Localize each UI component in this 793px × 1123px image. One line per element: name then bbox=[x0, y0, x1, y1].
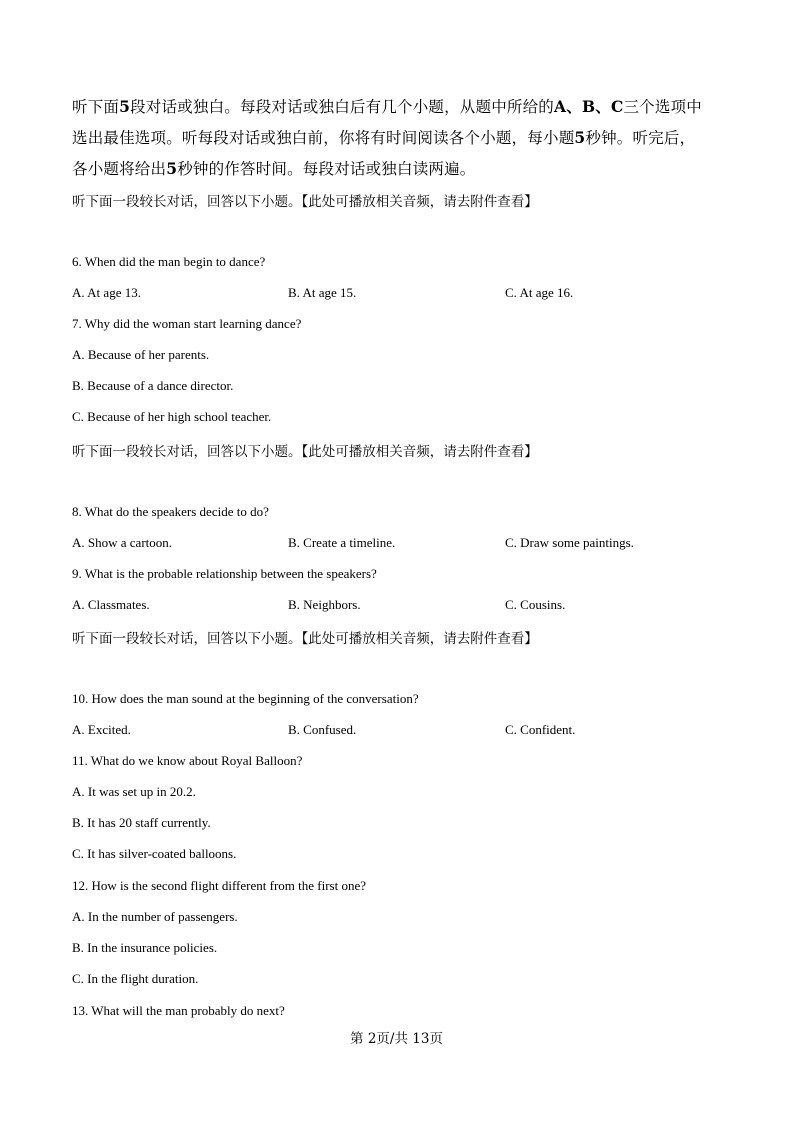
question-10-option-a: A. Excited. bbox=[72, 722, 131, 737]
question-11-option-c: C. It has silver-coated balloons. bbox=[72, 846, 237, 861]
question-7-option-b: B. Because of a dance director. bbox=[72, 378, 234, 393]
section-instruction: 听下面一段较长对话，回答以下小题。【此处可播放相关音频，请去附件查看】 bbox=[72, 444, 538, 460]
instructions-line-2: 选出最佳选项。听每段对话或独白前，你将有时间阅读各个小题，每小题5秒钟。听完后， bbox=[72, 128, 696, 147]
question-8-option-c: C. Draw some paintings. bbox=[505, 535, 634, 550]
question-6-option-b: B. At age 15. bbox=[288, 285, 357, 300]
question-8-stem: 8. What do the speakers decide to do? bbox=[72, 504, 269, 519]
question-7-stem: 7. Why did the woman start learning dance? bbox=[72, 316, 302, 331]
question-9-option-c: C. Cousins. bbox=[505, 597, 566, 612]
instructions-line-3: 各小题将给出5秒钟的作答时间。每段对话或独白读两遍。 bbox=[72, 159, 476, 178]
question-12-option-a: A. In the number of passengers. bbox=[72, 909, 238, 924]
question-12-option-c: C. In the flight duration. bbox=[72, 971, 199, 986]
question-11-option-a: A. It was set up in 20.2. bbox=[72, 784, 196, 799]
question-8-option-a: A. Show a cartoon. bbox=[72, 535, 173, 550]
question-10-stem: 10. How does the man sound at the beginning of the conversation? bbox=[72, 691, 419, 706]
question-11-option-b: B. It has 20 staff currently. bbox=[72, 815, 211, 830]
question-11-stem: 11. What do we know about Royal Balloon? bbox=[72, 753, 303, 768]
question-9-option-a: A. Classmates. bbox=[72, 597, 150, 612]
question-7-option-a: A. Because of her parents. bbox=[72, 347, 210, 362]
question-12-option-b: B. In the insurance policies. bbox=[72, 940, 218, 955]
question-6-option-a: A. At age 13. bbox=[72, 285, 141, 300]
question-12-stem: 12. How is the second flight different from the first one? bbox=[72, 878, 366, 893]
question-6-stem: 6. When did the man begin to dance? bbox=[72, 254, 266, 269]
question-13-stem: 13. What will the man probably do next? bbox=[72, 1003, 285, 1018]
page-footer: 第 2页/共 13页 bbox=[350, 1031, 443, 1047]
question-10-option-b: B. Confused. bbox=[288, 722, 357, 737]
section-instruction: 听下面一段较长对话，回答以下小题。【此处可播放相关音频，请去附件查看】 bbox=[72, 631, 538, 647]
instructions-line-1: 听下面5段对话或独白。每段对话或独白后有几个小题，从题中所给的A、B、C三个选项中 bbox=[72, 97, 702, 116]
question-8-option-b: B. Create a timeline. bbox=[288, 535, 396, 550]
question-10-option-c: C. Confident. bbox=[505, 722, 576, 737]
question-9-stem: 9. What is the probable relationship between the speakers? bbox=[72, 566, 377, 581]
question-6-option-c: C. At age 16. bbox=[505, 285, 574, 300]
question-9-option-b: B. Neighbors. bbox=[288, 597, 361, 612]
section-instruction: 听下面一段较长对话，回答以下小题。【此处可播放相关音频，请去附件查看】 bbox=[72, 194, 538, 210]
question-7-option-c: C. Because of her high school teacher. bbox=[72, 409, 272, 424]
